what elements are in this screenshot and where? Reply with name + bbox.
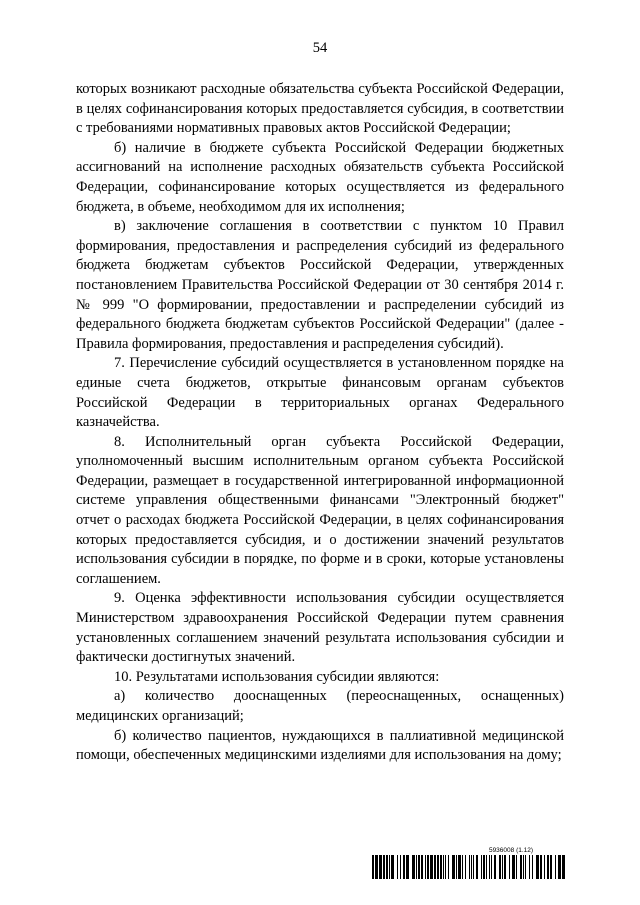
barcode-bar — [427, 855, 429, 879]
barcode-bar — [403, 855, 405, 879]
barcode-code: 5936008 (1.12) — [488, 847, 534, 854]
document-body — [76, 80, 564, 766]
barcode-bar — [536, 855, 539, 879]
barcode-bar — [412, 855, 415, 879]
paragraph: 7. Перечисление субсидий осуществляется в установленном порядке на единые счета бюджетов, открытые финансовым органам субъектов Российской Федерации в территориальных органах Федерального казначейства. — [76, 355, 564, 431]
barcode-bar — [383, 855, 385, 879]
paragraph: 9. Оценка эффективности использования субсидии осуществляется Министерством здравоохранения Российской Федерации путем сравнения установленных соглашением значений результата использования субсидии и фактически достигнутых значений. — [76, 590, 564, 666]
barcode-bar — [523, 855, 524, 879]
barcode-bar — [476, 855, 478, 879]
barcode-bar — [421, 855, 423, 879]
barcode-bar — [406, 855, 409, 879]
barcode-bar — [473, 855, 474, 879]
barcode-bar — [489, 855, 490, 879]
barcode-bar — [462, 855, 463, 879]
barcode-bar — [562, 855, 565, 879]
barcode-bar — [397, 855, 398, 879]
barcode-bar — [443, 855, 444, 879]
barcode-bar — [558, 855, 561, 879]
barcode-bar — [516, 855, 517, 879]
barcode-bar — [391, 855, 394, 879]
barcode-bar — [437, 855, 439, 879]
barcode-bar — [481, 855, 482, 879]
barcode-bar — [547, 855, 549, 879]
barcode-bar — [502, 855, 503, 879]
barcode-bar — [512, 855, 515, 879]
barcode-bar — [445, 855, 446, 879]
barcode-bar — [440, 855, 442, 879]
paragraph: а) количество дооснащенных (переоснащенных, оснащенных) медицинских организаций; — [76, 688, 564, 724]
barcode-bar — [540, 855, 542, 879]
barcode-bar — [504, 855, 506, 879]
barcode-bar — [389, 855, 390, 879]
barcode-bar — [494, 855, 496, 879]
barcode-bar — [483, 855, 485, 879]
barcode-bar — [452, 855, 455, 879]
barcode-bar — [469, 855, 470, 879]
barcode-bar — [379, 855, 382, 879]
barcode-bar — [386, 855, 388, 879]
paragraph: 10. Результатами использования субсидии являются: — [114, 668, 440, 685]
barcode-bar — [532, 855, 533, 879]
barcode-bar — [458, 855, 461, 879]
paragraph: б) наличие в бюджете субъекта Российской Федерации бюджетных ассигнований на исполнение расходных обязательств субъекта Российской Федерации, софинансирование которых осуществляется из федерального бюджета, в объеме, необходимом для их исполнения; — [76, 139, 564, 215]
barcode-icon — [372, 855, 565, 879]
barcode-bar — [520, 855, 522, 879]
barcode-bar — [544, 855, 545, 879]
paragraph: 8. Исполнительный орган субъекта Российской Федерации, уполномоченный высшим исполнительным органом субъекта Российской Федерации, размещает в государственной интегрированной информационной системе управления общественными финансами "Электронный бюджет" отчет о расходах бюджета Российской Федерации, в целях софинансирования которых предоставляется субсидия, и о достижении значений результатов использования субсидии в порядке, по форме и в сроки, которые установлены соглашением. — [76, 433, 564, 587]
barcode-bar — [416, 855, 417, 879]
paragraph: в) заключение соглашения в соответствии с пунктом 10 Правил формирования, предоставления и распределения субсидий из федерального бюджета бюджетам субъектов Российской Федерации, утвержденных постановлением Правительства Российской Федерации от 30 сентября 2014 г. № 999 "О формировании, предоставлении и распределении субсидий из федерального бюджета бюджетам субъектов Российской Федерации" (далее - Правила формирования, предоставления и распределения субсидий). — [76, 218, 564, 352]
barcode-bar — [372, 855, 374, 879]
barcode-bar — [491, 855, 492, 879]
barcode-bar — [456, 855, 457, 879]
barcode-bar — [418, 855, 420, 879]
barcode-bar — [509, 855, 510, 879]
barcode-bar — [430, 855, 433, 879]
barcode-bar — [425, 855, 426, 879]
barcode-bar — [486, 855, 487, 879]
paragraph: б) количество пациентов, нуждающихся в паллиативной медицинской помощи, обеспеченных медицинскими изделиями для использования на дому; — [76, 727, 564, 764]
barcode-bar — [529, 855, 530, 879]
barcode-bar — [434, 855, 436, 879]
barcode-bar — [555, 855, 556, 879]
barcode-bar — [448, 855, 449, 879]
barcode-bar — [375, 855, 378, 879]
barcode-bar — [400, 855, 401, 879]
barcode-bar — [550, 855, 552, 879]
page-number: 54 — [312, 40, 328, 56]
barcode-bar — [465, 855, 466, 879]
barcode-bar — [525, 855, 526, 879]
paragraph: которых возникают расходные обязательства субъекта Российской Федерации, в целях софинансирования которых предоставляется субсидия, в соответствии с требованиями нормативных правовых актов Российской Федерации; — [76, 81, 564, 137]
barcode-bar — [499, 855, 501, 879]
barcode-bar — [471, 855, 472, 879]
